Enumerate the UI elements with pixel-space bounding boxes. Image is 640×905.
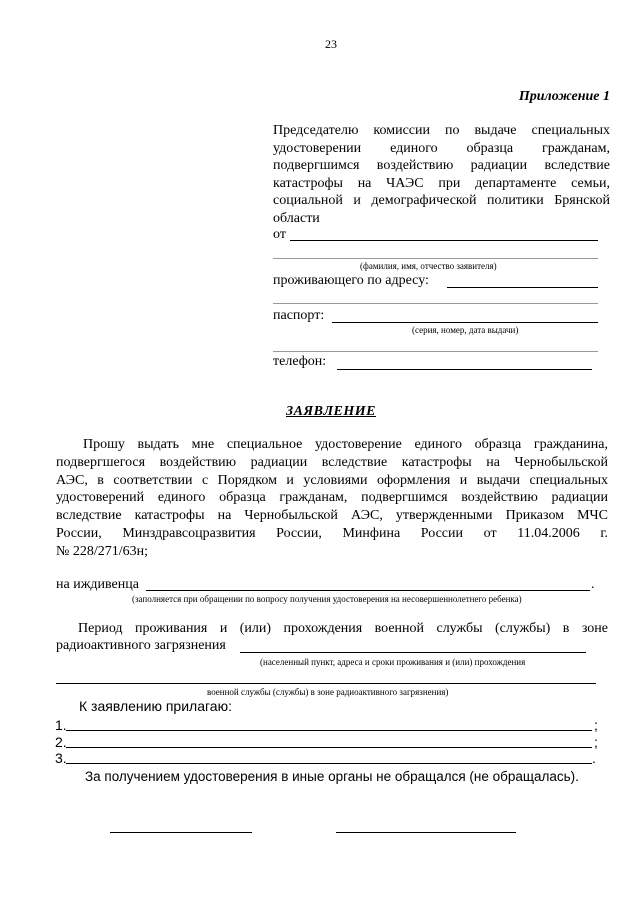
fio-field-line-2[interactable] — [273, 258, 598, 259]
attachment-number-1: 1. — [55, 717, 67, 733]
main-text-line-5: вследствие катастрофы на Чернобыльской АЭС, утвержденными Приказом МЧС — [56, 508, 608, 524]
fio-field-line[interactable] — [290, 240, 598, 241]
residence-line-1: Период проживания и (или) прохождения военной службы (службы) в зоне — [78, 621, 608, 636]
attachment-field-3[interactable] — [66, 763, 592, 764]
addressee-line-1: Председателю комиссии по выдаче специальных — [273, 123, 610, 138]
main-text-line-3: АЭС, в соответствии с Порядком и условиями оформления и выдачи специальных — [56, 472, 608, 488]
main-text-line-4: удостоверений единого образца гражданам, подвергшимся воздействию радиации — [56, 490, 608, 506]
document-title: ЗАЯВЛЕНИЕ — [286, 404, 377, 419]
attachment-end-3: . — [592, 750, 596, 766]
main-text-line-2: подвергшегося воздействию радиации вследствие катастрофы на Чернобыльской — [56, 454, 608, 470]
passport-hint: (серия, номер, дата выдачи) — [412, 325, 519, 335]
addressee-line-5: социальной и демографической политики Брянской — [273, 193, 610, 208]
attachment-end-2: ; — [594, 734, 598, 750]
residence-label: радиоактивного загрязнения — [56, 638, 226, 653]
addressee-line-4: катастрофы на ЧАЭС при департаменте семьи, — [273, 175, 610, 191]
main-text — [56, 436, 608, 561]
residence-text — [56, 620, 608, 638]
address-field-line[interactable] — [447, 287, 598, 288]
address-label: проживающего по адресу: — [273, 273, 429, 288]
address-field-line-2[interactable] — [273, 303, 598, 304]
addressee-line-3: подвергшимся воздействию радиации вследствие — [273, 158, 610, 173]
passport-field-line[interactable] — [332, 322, 598, 323]
dependent-end-mark: . — [591, 577, 595, 592]
fio-hint: (фамилия, имя, отчество заявителя) — [360, 261, 497, 271]
addressee-line-2: удостоверении единого образца гражданам, — [273, 140, 610, 156]
attachments-label: К заявлению прилагаю: — [79, 698, 232, 714]
attachment-field-2[interactable] — [66, 747, 592, 748]
appendix-label: Приложение 1 — [518, 89, 610, 104]
residence-field-line[interactable] — [240, 652, 586, 653]
signature-name-line[interactable] — [336, 832, 516, 833]
addressee-block — [273, 122, 610, 227]
attachment-number-3: 3. — [55, 750, 67, 766]
main-text-line-1: Прошу выдать мне специальное удостоверение единого образца гражданина, — [83, 437, 608, 452]
page-number: 23 — [325, 37, 337, 51]
attachment-field-1[interactable] — [66, 730, 592, 731]
dependent-field-line[interactable] — [146, 590, 590, 591]
phone-label: телефон: — [273, 354, 327, 369]
signature-line[interactable] — [110, 832, 252, 833]
passport-field-line-2[interactable] — [273, 351, 598, 352]
dependent-label: на иждивенца — [56, 577, 139, 592]
declaration-text: За получением удостоверения в иные органы не обращался (не обращалась). — [85, 769, 579, 784]
residence-hint-1: (населенный пункт, адреса и сроки проживания и (или) прохождения — [260, 657, 526, 667]
addressee-line-6: области — [273, 210, 320, 226]
dependent-hint: (заполняется при обращении по вопросу получения удостоверения на несовершеннолетнего ребенка) — [132, 594, 522, 604]
attachment-number-2: 2. — [55, 734, 67, 750]
main-text-line-6: России, Минздравсоцразвития России, Минфина России от 11.04.2006 г. — [56, 525, 608, 541]
residence-hint-2: военной службы (службы) в зоне радиоактивного загрязнения) — [207, 687, 449, 697]
attachment-end-1: ; — [594, 717, 598, 733]
passport-label: паспорт: — [273, 308, 325, 323]
from-label: от — [273, 227, 286, 242]
residence-field-line-2[interactable] — [56, 683, 596, 684]
main-text-line-7: № 228/271/63н; — [56, 543, 149, 559]
phone-field-line[interactable] — [337, 369, 592, 370]
